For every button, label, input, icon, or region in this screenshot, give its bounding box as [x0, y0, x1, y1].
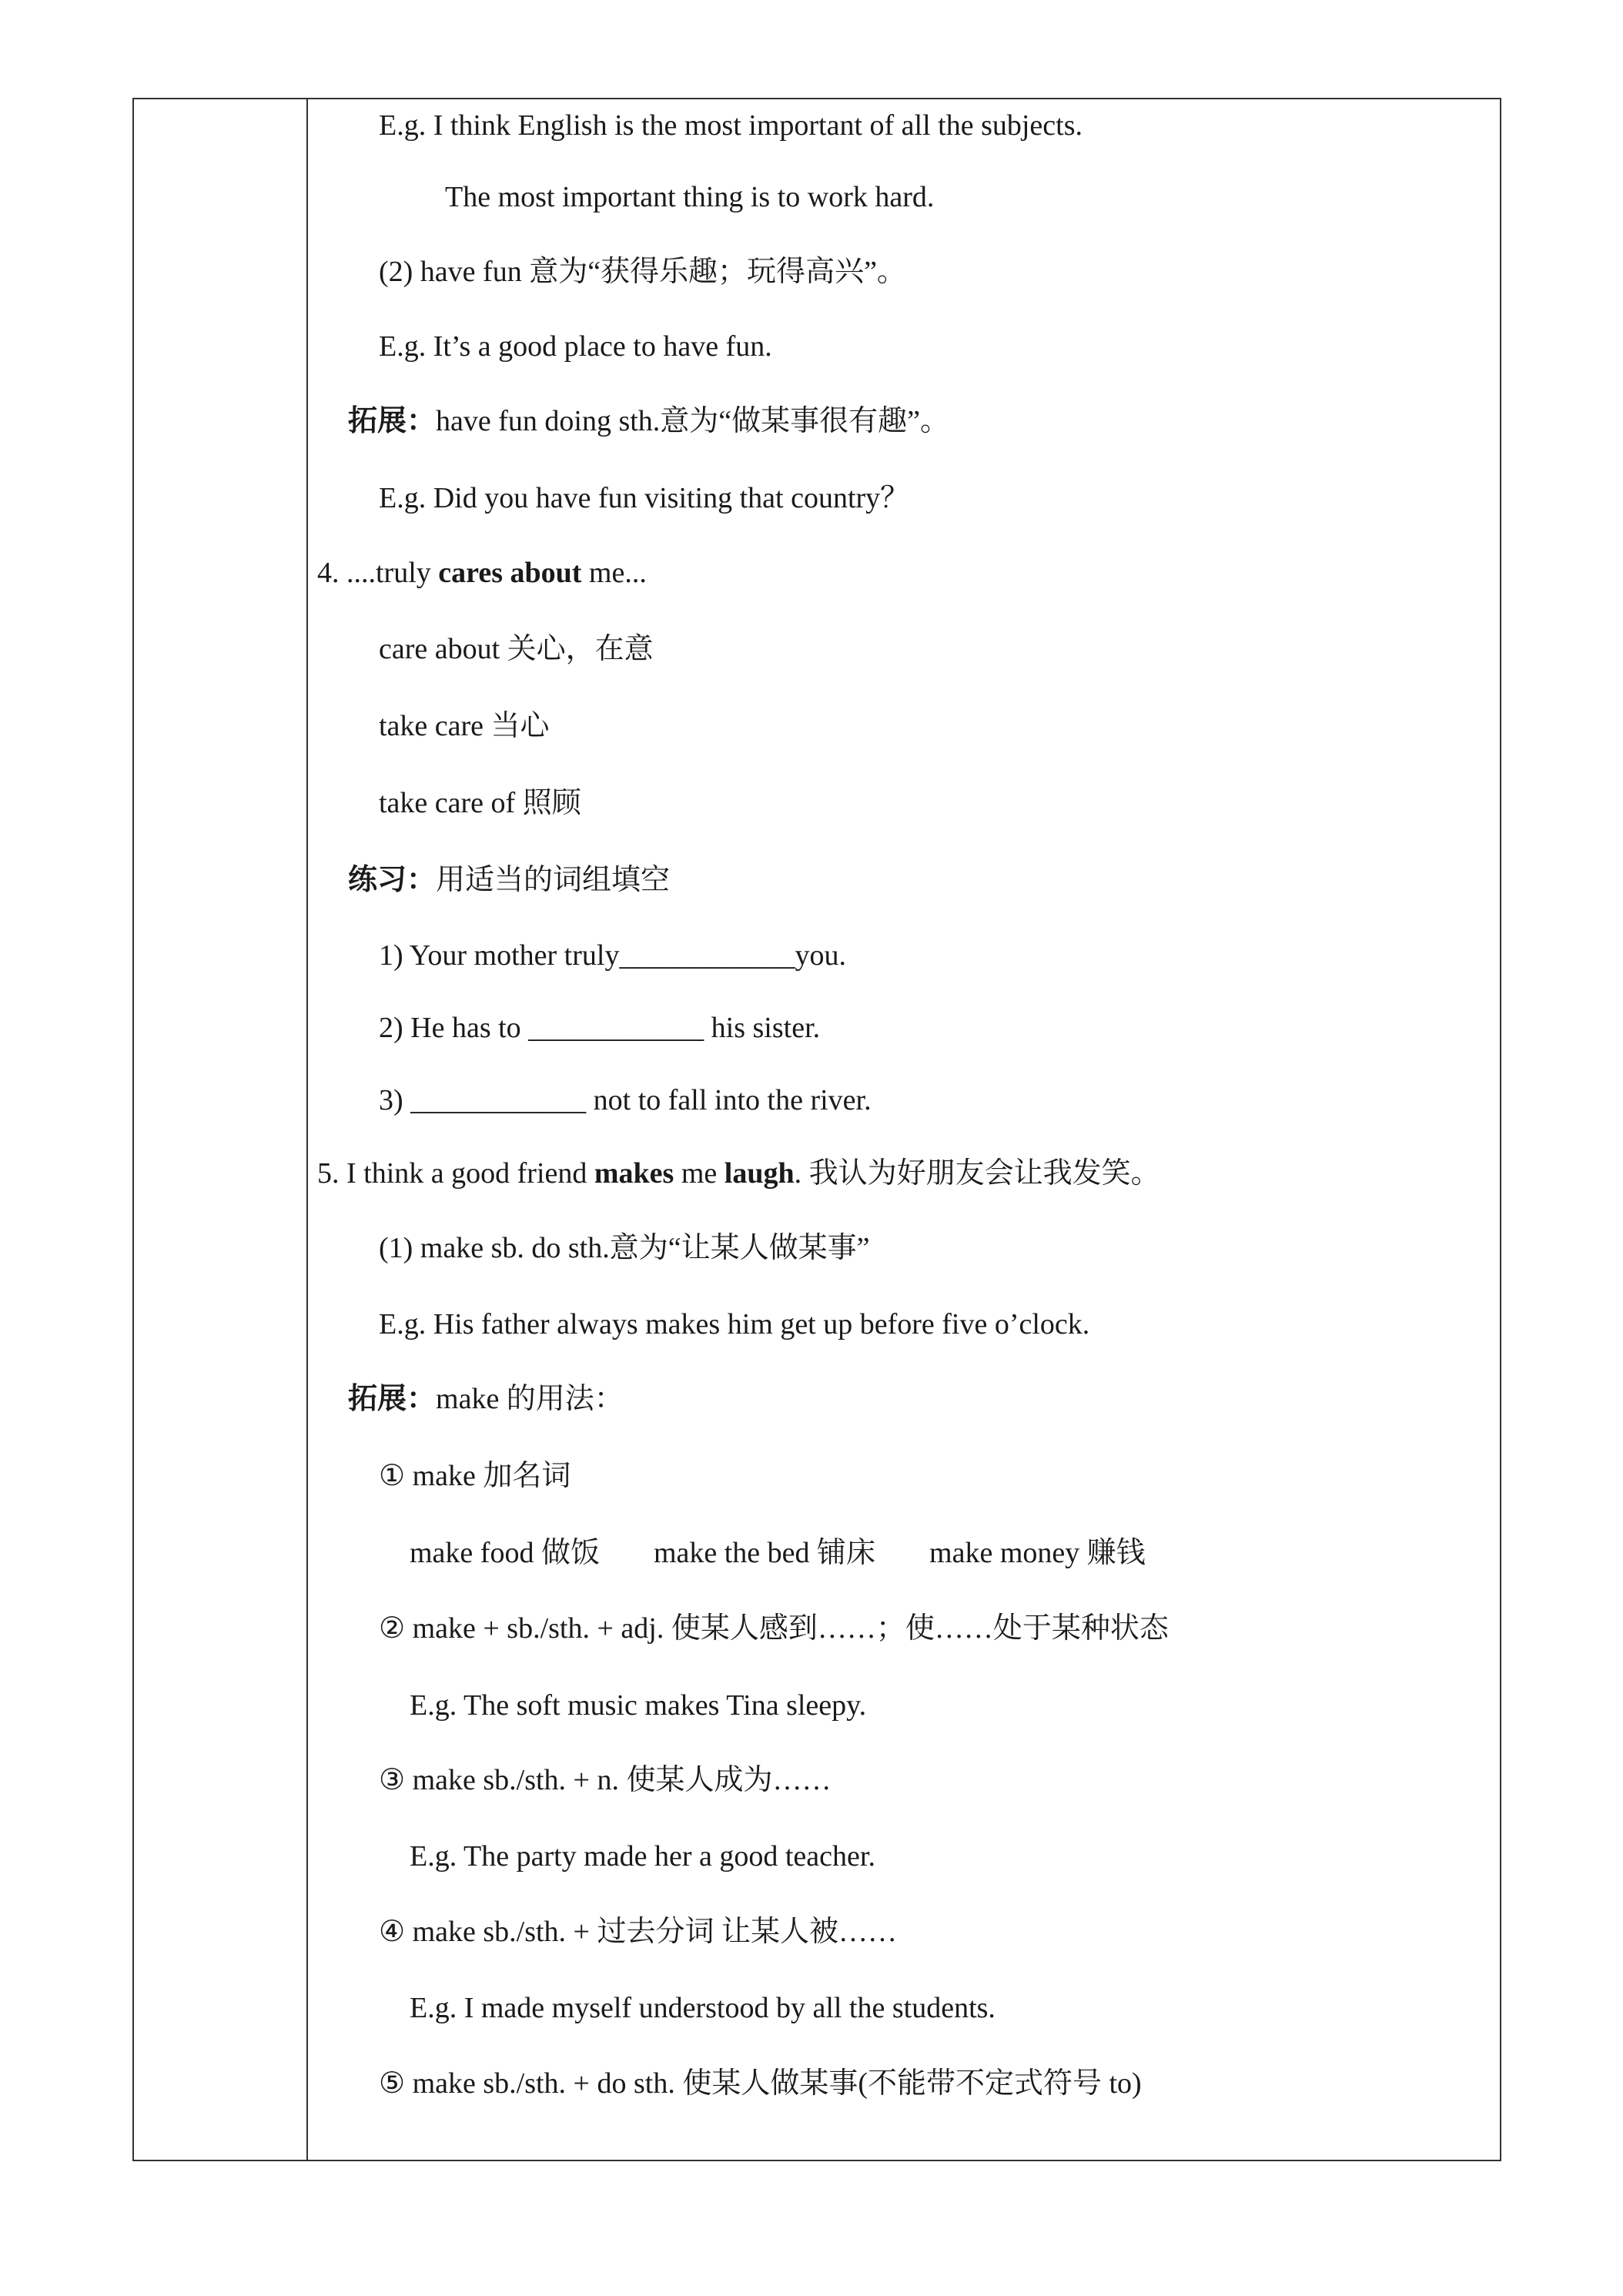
phrase-item: make money 赚钱 [929, 1537, 1146, 1569]
document-table [132, 98, 1501, 2161]
text-line: E.g. The soft music makes Tina sleepy. [410, 1689, 867, 1722]
heading-bold: cares about [438, 557, 582, 589]
text-line: take care 当心 [379, 710, 550, 742]
heading-bold: laugh [724, 1157, 795, 1190]
phrase-item: make the bed 铺床 [653, 1537, 876, 1569]
exercise-item: 3) ____________ not to fall into the river. [379, 1084, 872, 1116]
phrase-list [410, 1535, 1146, 1571]
exercise-item: 1) Your mother truly____________you. [379, 939, 846, 972]
text-line: ⑤ make sb./sth. + do sth. 使某人做某事(不能带不定式符号 to) [379, 2067, 1142, 2100]
extension-label: 拓展： [348, 405, 437, 437]
text-line: The most important thing is to work hard. [445, 181, 935, 213]
text-line: E.g. His father always makes him get up before five o’clock. [379, 1308, 1090, 1340]
heading-text: me... [581, 557, 647, 589]
text-line: E.g. The party made her a good teacher. [410, 1840, 875, 1873]
text-line: take care of 照顾 [379, 787, 581, 819]
text-line: E.g. I think English is the most important of all the subjects. [379, 109, 1083, 142]
text-line: care about 关心，在意 [379, 633, 654, 665]
heading-text: 4. ....truly [317, 557, 439, 589]
text-line: ④ make sb./sth. + 过去分词 让某人被…… [379, 1916, 897, 1948]
section-heading [317, 1155, 1160, 1192]
exercise-label: 练习： [348, 864, 437, 896]
heading-bold: makes [594, 1157, 674, 1190]
text-line: E.g. It’s a good place to have fun. [379, 330, 772, 363]
extension-label: 拓展： [348, 1383, 437, 1415]
heading-text: me [674, 1157, 724, 1190]
heading-text: 5. I think a good friend [317, 1157, 594, 1190]
section-heading [317, 554, 647, 591]
exercise-item: 2) He has to ____________ his sister. [379, 1012, 821, 1044]
heading-text: . 我认为好朋友会让我发笑。 [794, 1157, 1160, 1190]
text-line [348, 403, 949, 440]
text-line: ② make + sb./sth. + adj. 使某人感到……；使……处于某种状态 [379, 1612, 1169, 1645]
text-line [348, 1381, 624, 1417]
text-line [348, 862, 670, 899]
exercise-text: 用适当的词组填空 [436, 864, 671, 896]
text-line: (2) have fun 意为“获得乐趣；玩得高兴”。 [379, 256, 906, 288]
text-line: ③ make sb./sth. + n. 使某人成为…… [379, 1764, 832, 1796]
content-column [308, 99, 1500, 2160]
text-line: ① make 加名词 [379, 1460, 571, 1492]
text-line: E.g. Did you have fun visiting that country？ [379, 482, 910, 514]
text-line: (1) make sb. do sth.意为“让某人做某事” [379, 1232, 870, 1264]
phrase-item: make food 做饭 [410, 1537, 600, 1569]
text-line: E.g. I made myself understood by all the students. [410, 1992, 996, 2024]
extension-text: have fun doing sth.意为“做某事很有趣”。 [436, 405, 950, 437]
extension-text: make 的用法： [436, 1383, 624, 1415]
